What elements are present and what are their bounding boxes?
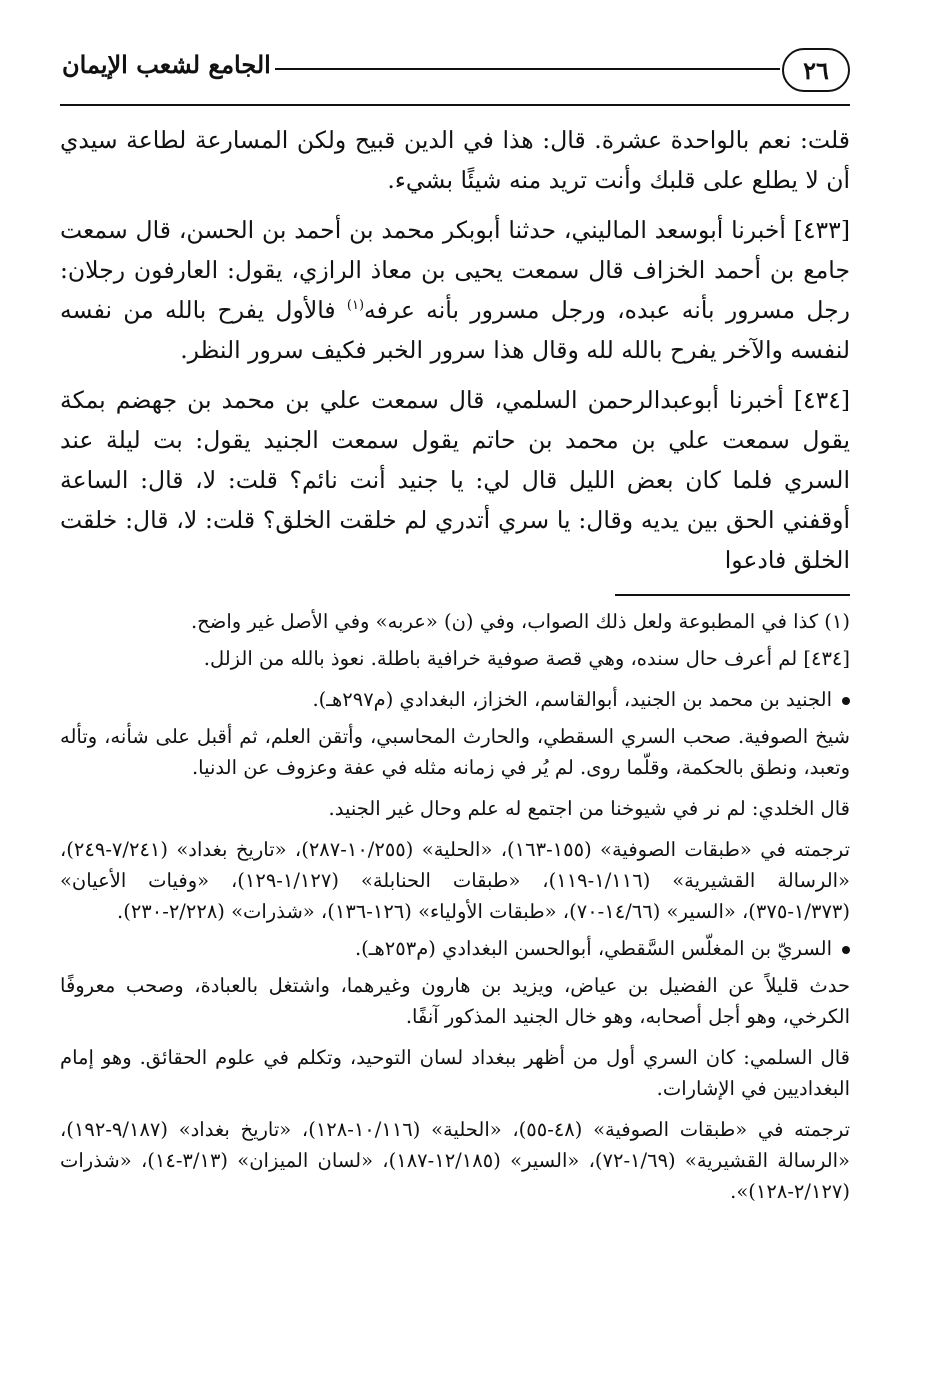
bullet-icon [842,946,850,954]
hadith-number: [٤٣٤] [793,386,850,414]
bio-paragraph: قال السلمي: كان السري أول من أظهر ببغداد لسان التوحيد، وتكلم في علوم الحقائق. وهو إمام البغداديين في الإشارات. [60,1046,850,1100]
bio-references: ترجمته في «طبقات الصوفية» (٤٨-٥٥)، «الحلية» (١٠/١١٦-١٢٨)، «تاريخ بغداد» (٩/١٨٧-١٩٢)، «الرسالة القشيرية» (١/٦٩-٧٢)، «السير» (١٢/١٨٥-١٨٧)، «لسان الميزان» (٣/١٣-١٤)، «شذرات (٢/١٢٧-١٢٨)». [60,1118,851,1203]
paragraph-434 [60,380,850,580]
footnotes [60,606,850,1207]
bio-heading-text: السريّ بن المغلّس السَّقطي، أبوالحسن البغدادي (م٢٥٣هـ). [354,937,832,960]
bio-heading-text: الجنيد بن محمد بن الجنيد، أبوالقاسم، الخزاز، البغدادي (م٢٩٧هـ). [312,688,832,711]
paragraph-text: فالأول يفرح بالله من نفسه لنفسه والآخر يفرح بالله لله وقال هذا سرور الخبر فكيف سرور النظر. [60,296,850,364]
footnote-434: [٤٣٤] لم أعرف حال سنده، وهي قصة صوفية خرافية باطلة. نعوذ بالله من الزلل. [203,647,850,670]
paragraph-text: أخبرنا أبوعبدالرحمن السلمي، قال سمعت علي بن محمد بن جهضم بمكة يقول سمعت علي بن محمد بن حاتم يقول سمعت الجنيد يقول: بت ليلة عند السري فلما كان بعض الليل قال لي: يا جنيد أنت نائم؟ قلت: لا، قال: الساعة أوقفني الحق بين يديه وقال: يا سري أتدري لم خلقت الخلق؟ قلت: لا، قال: خلقت الخلق فادعوا [60,386,850,574]
main-text [60,120,850,580]
footnote-ref: (١) [346,298,365,314]
bio-heading-sari [60,933,850,964]
book-title: الجامع لشعب الإيمان [62,50,271,79]
page-number: ٢٦ [782,48,850,92]
bio-paragraph: قال الخلدي: لم نر في شيوخنا من اجتمع له علم وحال غير الجنيد. [328,797,850,820]
bio-references: ترجمته في «طبقات الصوفية» (١٥٥-١٦٣)، «الحلية» (١٠/٢٥٥-٢٨٧)، «تاريخ بغداد» (٧/٢٤١-٢٤٩)، «الرسالة القشيرية» (١/١١٦-١١٩)، «طبقات الحنابلة» (١/١٢٧-١٢٩)، «وفيات الأعيان» (١/٣٧٣-٣٧٥)، «السير» (١٤/٦٦-٧٠)، «طبقات الأولياء» (١٢٦-١٣٦)، «شذرات» (٢/٢٢٨-٢٣٠). [60,838,850,923]
bio-heading-junayd [60,684,850,715]
paragraph-text: أخبرنا أبوسعد الماليني، حدثنا أبوبكر محمد بن أحمد بن الحسن، قال سمعت جامع بن أحمد الخزاف قال سمعت يحيى بن معاذ الرازي، يقول: العارفون رجلان: رجل مسرور بأنه عبده، ورجل مسرور بأنه عرفه [60,216,850,324]
footnote-1: (١) كذا في المطبوعة ولعل ذلك الصواب، وفي (ن) «عربه» وفي الأصل غير واضح. [190,610,850,633]
paragraph-continuation: قلت: نعم بالواحدة عشرة. قال: هذا في الدين قبيح ولكن المسارعة لطاعة سيدي أن لا يطلع على قلبك وأنت تريد منه شيئًا بشيء. [60,126,850,194]
paragraph-433 [60,210,850,370]
page-header [60,42,850,106]
bullet-icon [842,697,850,705]
header-rule [275,68,780,70]
footnote-divider [615,594,850,596]
bio-paragraph: حدث قليلاً عن الفضيل بن عياض، ويزيد بن هارون وغيرهما، واشتغل بالعبادة، وصحب معروفًا الكرخي، وهو أجل أصحابه، وهو خال الجنيد المذكور آنفًا. [60,974,850,1028]
book-page [60,42,850,1342]
bio-paragraph: شيخ الصوفية. صحب السري السقطي، والحارث المحاسبي، وأتقن العلم، ثم أقبل على شأنه، وتأله وتعبد، ونطق بالحكمة، وقلّما روى. لم يُر في زمانه مثله في عفة وعزوف عن الدنيا. [60,725,850,779]
hadith-number: [٤٣٣] [793,216,850,244]
